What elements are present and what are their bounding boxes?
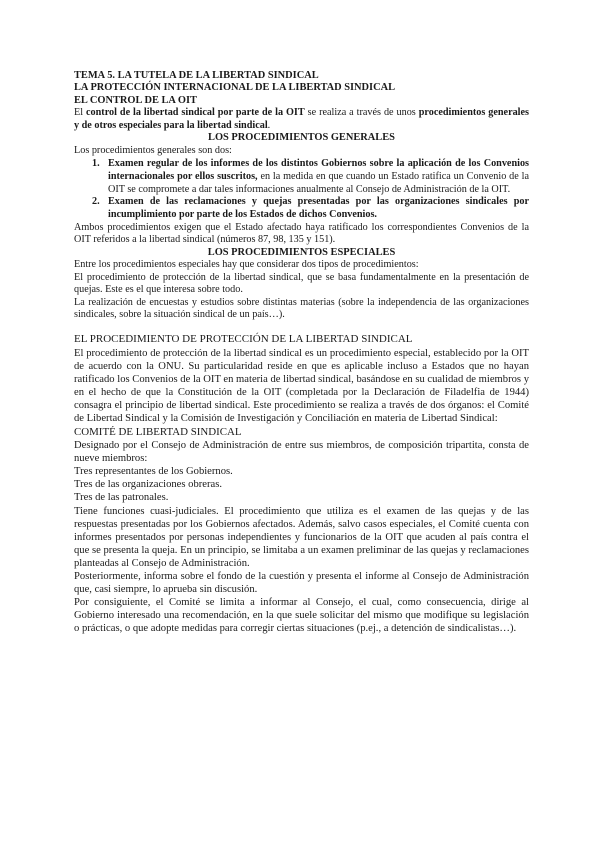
heading-control-oit: EL CONTROL DE LA OIT bbox=[74, 94, 197, 106]
especiales-lead: Entre los procedimientos especiales hay que considerar dos tipos de procedimientos: bbox=[74, 259, 419, 271]
heading-tema: TEMA 5. LA TUTELA DE LA LIBERTAD SINDICAL bbox=[74, 70, 319, 81]
intro-text-1: El bbox=[74, 107, 87, 119]
comite-paragraph-3: Posteriormente, informa sobre el fondo de la cuestión y presenta el informe al Consejo de Administración que, casi siempre, lo aprueba sin discusión. bbox=[74, 571, 529, 596]
heading-proteccion-internacional: LA PROTECCIÓN INTERNACIONAL DE LA LIBERTAD SINDICAL bbox=[74, 82, 396, 94]
generales-list bbox=[74, 158, 529, 222]
list-item-text: en la medida en que cuando un Estado ratifica un Convenio de la OIT se compromete a dar tales informaciones anualmente al Consejo de Administración de la OIT. bbox=[108, 170, 529, 195]
generales-after: Ambos procedimientos exigen que el Estado afectado haya ratificado los correspondientes Convenios de la OIT referidos a la libertad sindical (números 87, 98, 135 y 151). bbox=[74, 221, 529, 246]
intro-paragraph bbox=[74, 107, 529, 132]
comite-paragraph-2: Tiene funciones cuasi-judiciales. El procedimiento que utiliza es el examen de las quejas y de las respuestas presentadas por los Gobiernos afectados. Además, salvo casos especiales, el Comité cuenta con informes presentados por personas independientes y funcionarios de la OIT que acuden al país contra el que se presenta la queja. En un principio, se limitaba a un examen preliminar de las quejas y reclamaciones planteadas al Consejo de Administración. bbox=[74, 505, 529, 569]
especiales-paragraph-2: La realización de encuestas y estudios sobre distintas materias (sobre la independencia de las organizaciones sindicales, sobre la situación sindical de un país…). bbox=[74, 296, 529, 321]
list-item-number: 1. bbox=[92, 158, 100, 170]
comite-member-2: Tres de las organizaciones obreras. bbox=[74, 479, 222, 491]
intro-bold-2: procedimientos generales y de otros especiales para la libertad sindical bbox=[74, 107, 530, 131]
intro-text-3: . bbox=[267, 119, 271, 131]
section-proteccion bbox=[74, 333, 529, 636]
comite-title: COMITÉ DE LIBERTAD SINDICAL bbox=[74, 426, 242, 439]
list-item-bold: Examen regular de los informes de los distintos Gobiernos sobre la aplicación de los Convenios internacionales por ellos suscritos, bbox=[108, 158, 529, 182]
comite-member-3: Tres de las patronales. bbox=[74, 492, 169, 504]
list-item-bold: Examen de las reclamaciones y quejas presentadas por las organizaciones sindicales por incumplimiento por parte de los Estados de dichos Convenios. bbox=[108, 196, 529, 220]
list-item-number: 2. bbox=[92, 196, 100, 208]
comite-paragraph-4: Por consiguiente, el Comité se limita a informar al Consejo, el cual, como consecuencia, dirige al Gobierno interesado una recomendación, en la que suele solicitar del mismo que modifique su legislación o prácticas, o que adopte medidas para corregir ciertas situaciones (p.ej., a detención de sindicalistas…). bbox=[74, 597, 529, 635]
generales-lead: Los procedimientos generales son dos: bbox=[74, 144, 232, 156]
proteccion-title: EL PROCEDIMIENTO DE PROTECCIÓN DE LA LIBERTAD SINDICAL bbox=[74, 332, 413, 345]
generales-title: LOS PROCEDIMIENTOS GENERALES bbox=[208, 132, 395, 144]
list-item bbox=[74, 158, 529, 196]
list-item bbox=[74, 196, 529, 221]
proteccion-paragraph: El procedimiento de protección de la libertad sindical es un procedimiento especial, establecido por la OIT de acuerdo con la ONU. Su particularidad reside en que es aplicable incluso a Estados que no hayan ratificado los Convenios de la OIT en materia de libertad sindical, basándose en su cualidad de miembros y en el hecho de que la Constitución de la OIT (completada por la Declaración de Filadelfia de 1944) consagra el principio de libertad sindical. Este procedimiento se realiza a través de dos órganos: el Comité de Libertad Sindical y la Comisión de Investigación y Conciliación en materia de Libertad Sindical: bbox=[74, 347, 529, 425]
comite-paragraph-1: Designado por el Consejo de Administración de entre sus miembros, de composición tripartita, consta de nueve miembros: bbox=[74, 440, 529, 465]
comite-member-1: Tres representantes de los Gobiernos. bbox=[74, 466, 233, 478]
intro-text-2: se realiza a través de unos bbox=[304, 107, 419, 119]
intro-bold-1: control de la libertad sindical por parte de la OIT bbox=[86, 107, 305, 119]
especiales-title: LOS PROCEDIMIENTOS ESPECIALES bbox=[207, 246, 396, 258]
especiales-paragraph-1: El procedimiento de protección de la libertad sindical, que se basa fundamentalmente en la presentación de quejas. Este es el que interesa sobre todo. bbox=[74, 271, 529, 296]
